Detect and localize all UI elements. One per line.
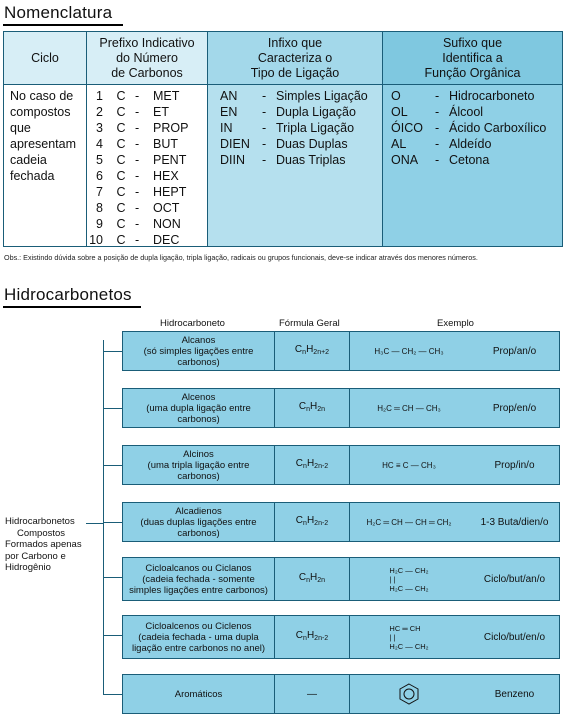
- example-structure: [350, 446, 468, 484]
- infix-description: Tripla Ligação: [276, 121, 355, 135]
- general-formula: [275, 332, 350, 370]
- separator: -: [435, 153, 440, 167]
- infix: DIIN: [220, 153, 245, 167]
- prefixo-row: [87, 216, 207, 232]
- subscript: n: [302, 349, 307, 356]
- prefix: ET: [153, 105, 169, 119]
- class-description: simples ligações entre carbonos): [129, 584, 268, 596]
- separator: -: [262, 121, 267, 135]
- prefix: OCT: [153, 201, 180, 215]
- class-name: Alcinos: [183, 448, 214, 460]
- sufixo-row: [383, 88, 562, 104]
- subscript: 2n+2: [313, 349, 330, 356]
- prefix: MET: [153, 89, 180, 103]
- prefixo-row: [87, 184, 207, 200]
- general-formula: [275, 446, 350, 484]
- class-description: carbonos): [177, 413, 220, 425]
- example-structure: [350, 616, 468, 658]
- header-prefixo: Prefixo Indicativo do Número de Carbonos: [87, 32, 207, 85]
- carbon-symbol: C: [116, 233, 126, 247]
- prefixo-row: [87, 168, 207, 184]
- subscript: n: [306, 406, 311, 413]
- class-name: Cicloalcenos ou Ciclenos: [145, 620, 252, 632]
- infix-description: Dupla Ligação: [276, 105, 356, 119]
- structure-formula: HC ≡ C — CH₃: [382, 460, 436, 470]
- suffix-description: Cetona: [449, 153, 490, 167]
- structure-line: H₂C — CH₂: [389, 583, 429, 593]
- carbon-count: 7: [96, 185, 103, 199]
- separator: -: [135, 185, 140, 199]
- col-header-exemplo: Exemplo: [437, 318, 474, 329]
- suffix: AL: [391, 137, 407, 151]
- prefix: HEX: [153, 169, 179, 183]
- class-name: Aromáticos: [174, 688, 223, 700]
- observation-note: Obs.: Existindo dúvida sobre a posição de dupla ligação, tripla ligação, radicais ou grupos funcionais, deve-se indicar através dos menores números.: [4, 253, 478, 262]
- infixo-row: [208, 104, 382, 120]
- infix-description: Simples Ligação: [276, 89, 368, 103]
- class-description: (uma tripla ligação entre: [147, 459, 250, 471]
- carbon-symbol: C: [116, 105, 126, 119]
- suffix: ÓICO: [391, 121, 423, 135]
- class-name: Alcadienos: [175, 505, 222, 517]
- suffix-description: Aldeído: [449, 137, 492, 151]
- general-formula: [275, 558, 350, 600]
- subscript: 2n-2: [314, 463, 329, 470]
- infixo-list: [208, 88, 382, 168]
- separator: -: [135, 153, 140, 167]
- infixo-row: [208, 88, 382, 104]
- structure-line: | |: [389, 632, 396, 642]
- carbon-symbol: C: [116, 169, 126, 183]
- separator: -: [135, 105, 140, 119]
- hydrocarbon-class: [123, 558, 275, 600]
- class-description: ligação entre carbonos no anel): [131, 642, 266, 654]
- iupac-name: 1-3 Buta/dien/o: [480, 516, 549, 528]
- formula: $C_nH_{2n}$: [298, 572, 326, 584]
- hydrocarbon-row: [122, 445, 560, 485]
- sufixo-row: [383, 120, 562, 136]
- header-sufixo: Sufixo que Identifica a Função Orgânica: [383, 32, 562, 85]
- structure-line: HC ═ CH: [389, 623, 421, 633]
- separator: -: [262, 89, 267, 103]
- tree-branch: [103, 351, 122, 352]
- hydrocarbon-class: [123, 503, 275, 541]
- example-structure: [350, 558, 468, 600]
- hydrocarbon-row: [122, 615, 560, 659]
- subscript: 2n-2: [314, 520, 329, 527]
- class-description: (duas duplas ligações entre: [140, 516, 257, 528]
- prefixo-row: [87, 120, 207, 136]
- header-infixo: Infixo que Caracteriza o Tipo de Ligação: [208, 32, 382, 85]
- prefix: DEC: [153, 233, 180, 247]
- separator: -: [135, 137, 140, 151]
- tree-connector: [86, 523, 103, 524]
- tree-branch: [103, 694, 122, 695]
- suffix-description: Ácido Carboxílico: [449, 121, 547, 135]
- prefixo-row: [87, 152, 207, 168]
- header-ciclo: Ciclo: [4, 32, 86, 85]
- subscript: 2n: [317, 577, 326, 584]
- suffix: OL: [391, 105, 408, 119]
- tree-branch: [103, 522, 122, 523]
- carbon-symbol: C: [116, 217, 126, 231]
- prefixo-row: [87, 104, 207, 120]
- infix-description: Duas Duplas: [276, 137, 348, 151]
- structure-line: | |: [389, 574, 396, 584]
- column-ciclo: [4, 32, 87, 246]
- carbon-symbol: C: [116, 137, 126, 151]
- general-formula: [275, 389, 350, 427]
- title-underline: [3, 24, 123, 26]
- column-prefixo: [87, 32, 208, 246]
- example-structure: [350, 389, 468, 427]
- infix: IN: [220, 121, 233, 135]
- iupac-name: Prop/an/o: [492, 345, 537, 357]
- sufixo-row: [383, 136, 562, 152]
- separator: -: [435, 137, 440, 151]
- suffix-description: Hidrocarboneto: [449, 89, 535, 103]
- class-description: (só simples ligações entre: [143, 345, 254, 357]
- subscript: n: [303, 635, 307, 642]
- general-formula: [275, 503, 350, 541]
- structure-line: H₂C — CH₂: [389, 565, 429, 575]
- class-description: (cadeia fechada - somente: [142, 573, 255, 585]
- separator: -: [262, 137, 267, 151]
- carbon-count: 8: [96, 201, 103, 215]
- class-name: Alcanos: [181, 334, 216, 346]
- sufixo-list: [383, 88, 562, 168]
- formula: $C_nH_{2n-2}$: [295, 515, 329, 527]
- infixo-row: [208, 120, 382, 136]
- prefixo-row: [87, 136, 207, 152]
- carbon-count: 6: [96, 169, 103, 183]
- iupac-name: Benzeno: [494, 688, 535, 700]
- separator: -: [262, 153, 267, 167]
- prefix: BUT: [153, 137, 178, 151]
- iupac-name: Ciclo/but/en/o: [483, 631, 546, 643]
- prefixo-row: [87, 88, 207, 104]
- separator: -: [135, 217, 140, 231]
- hydrocarbon-class: [123, 616, 275, 658]
- infix: AN: [220, 89, 238, 103]
- section-title-nomenclatura: Nomenclatura: [4, 3, 113, 22]
- hydrocarbon-row: [122, 388, 560, 428]
- carbon-count: 5: [96, 153, 103, 167]
- separator: -: [135, 169, 140, 183]
- sufixo-row: [383, 104, 562, 120]
- tree-branch: [103, 577, 122, 578]
- tree-branch: [103, 465, 122, 466]
- carbon-symbol: C: [116, 201, 126, 215]
- prefix: PENT: [153, 153, 187, 167]
- separator: -: [135, 233, 140, 247]
- class-description: carbonos): [177, 470, 220, 482]
- carbon-symbol: C: [116, 89, 126, 103]
- general-formula: —: [275, 675, 350, 713]
- iupac-name: Ciclo/but/an/o: [483, 573, 546, 585]
- infix: EN: [220, 105, 238, 119]
- example-structure: [350, 675, 468, 713]
- separator: -: [262, 105, 267, 119]
- hydrocarbon-class: [123, 446, 275, 484]
- subscript: n: [306, 577, 311, 584]
- iupac-name: Prop/in/o: [494, 459, 535, 471]
- carbon-count: 1: [96, 89, 103, 103]
- iupac-name: Prop/en/o: [492, 402, 537, 414]
- ciclo-text: No caso de compostos que apresentam cadeia fechada: [10, 89, 77, 183]
- nomenclatura-table: [3, 31, 563, 247]
- class-description: (cadeia fechada - uma dupla: [138, 631, 259, 643]
- tree-branch: [103, 635, 122, 636]
- structure-formula: H₂C ═ CH — CH ═ CH₂: [366, 517, 452, 527]
- separator: -: [135, 201, 140, 215]
- class-description: (uma dupla ligação entre: [146, 402, 251, 414]
- class-name: Alcenos: [181, 391, 216, 403]
- suffix: ONA: [391, 153, 419, 167]
- hydrocarbon-class: [123, 332, 275, 370]
- ring-structure: [389, 566, 428, 593]
- carbon-count: 3: [96, 121, 103, 135]
- carbon-count: 4: [96, 137, 103, 151]
- class-description: carbonos): [177, 356, 220, 368]
- column-infixo: [208, 32, 383, 246]
- hydrocarbon-class: [123, 675, 275, 713]
- prefixo-row: [87, 232, 207, 248]
- section-title-hidrocarbonetos: Hidrocarbonetos: [4, 285, 132, 304]
- subscript: n: [303, 463, 307, 470]
- carbon-symbol: C: [116, 185, 126, 199]
- subscript: n: [303, 520, 307, 527]
- col-header-hidrocarboneto: Hidrocarboneto: [160, 318, 225, 329]
- formula: $C_nH_{2n+2}$: [294, 344, 330, 356]
- subscript: 2n: [317, 406, 326, 413]
- separator: -: [435, 89, 440, 103]
- separator: -: [135, 121, 140, 135]
- hydrocarbon-row: [122, 331, 560, 371]
- formula: $C_nH_{2n}$: [298, 401, 326, 413]
- structure-formula: H₂C ═ CH — CH₃: [377, 403, 441, 413]
- tree-trunk: [103, 340, 104, 695]
- sufixo-row: [383, 152, 562, 168]
- class-description: carbonos): [177, 527, 220, 539]
- prefix: HEPT: [153, 185, 187, 199]
- general-formula: [275, 616, 350, 658]
- structure-line: H₂C — CH₂: [389, 641, 429, 651]
- separator: -: [435, 121, 440, 135]
- example-structure: [350, 503, 468, 541]
- class-name: Cicloalcanos ou Ciclanos: [145, 562, 252, 574]
- suffix: O: [391, 89, 401, 103]
- infixo-row: [208, 136, 382, 152]
- title-underline: [3, 306, 141, 308]
- carbon-count: 10: [89, 233, 103, 247]
- separator: -: [435, 105, 440, 119]
- subscript: 2n-2: [314, 635, 329, 642]
- carbon-symbol: C: [116, 153, 126, 167]
- benzene-ring-icon: [397, 682, 421, 706]
- tree-branch: [103, 408, 122, 409]
- formula: $C_nH_{2n-2}$: [295, 458, 329, 470]
- carbon-symbol: C: [116, 121, 126, 135]
- prefixo-row: [87, 200, 207, 216]
- ring-structure: [389, 624, 428, 651]
- formula: $C_nH_{2n-2}$: [295, 630, 329, 642]
- structure-formula: H₃C — CH₂ — CH₃: [374, 346, 444, 356]
- prefix: PROP: [153, 121, 189, 135]
- separator: -: [135, 89, 140, 103]
- hydrocarbon-row: [122, 674, 560, 714]
- infixo-row: [208, 152, 382, 168]
- infix-description: Duas Triplas: [276, 153, 346, 167]
- hydrocarbon-row: [122, 557, 560, 601]
- hydrocarbon-row: [122, 502, 560, 542]
- infix: DIEN: [220, 137, 250, 151]
- prefixo-list: [87, 88, 207, 248]
- carbon-count: 2: [96, 105, 103, 119]
- side-label: Hidrocarbonetos Compostos Formados apenas por Carbono e Hidrogênio: [5, 516, 82, 573]
- suffix-description: Álcool: [449, 105, 484, 119]
- column-sufixo: [383, 32, 562, 246]
- prefix: NON: [153, 217, 181, 231]
- col-header-formula: Fórmula Geral: [279, 318, 340, 329]
- example-structure: [350, 332, 468, 370]
- carbon-count: 9: [96, 217, 103, 231]
- hydrocarbon-class: [123, 389, 275, 427]
